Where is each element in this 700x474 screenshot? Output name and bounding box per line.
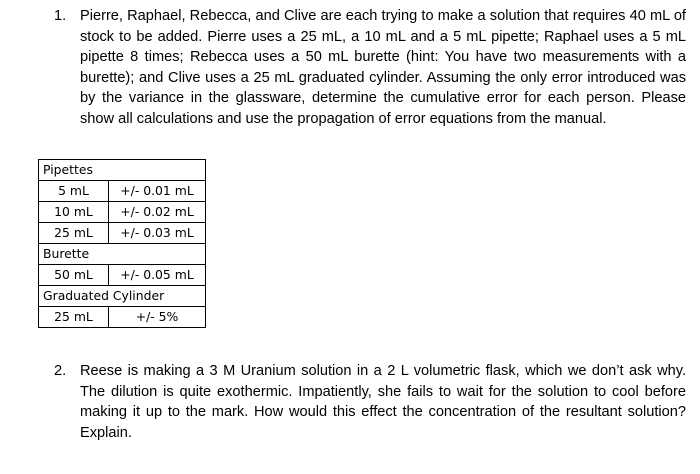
- question-2-text: Reese is making a 3 M Uranium solution in a 2 L volumetric flask, which we don’t ask why. The dilution is quite exothermic. Impatiently, she fails to wait for the solution to cool before making it up to the mark. How would this effect the concentration of the resultant solution? Explain.: [80, 363, 686, 441]
- section-title-pipettes: Pipettes: [39, 160, 206, 181]
- section-title-burette: Burette: [39, 244, 206, 265]
- pipette-size-cell: 10 mL: [39, 202, 109, 223]
- pipette-tolerance-cell: +/- 0.01 mL: [109, 181, 206, 202]
- table-row: [39, 181, 206, 202]
- table-row: [39, 202, 206, 223]
- question-2-number: 2.: [54, 363, 67, 379]
- question-1-number: 1.: [54, 8, 67, 24]
- question-1-text: Pierre, Raphael, Rebecca, and Clive are each trying to make a solution that requires 40 mL of stock to be added. Pierre uses a 25 mL, a 10 mL and a 5 mL pipette; Raphael uses a 5 mL pipette 8 times; Rebecca uses a 50 mL burette (hint: You have two measurements with a burette); and Clive uses a 25 mL graduated cylinder. Assuming the only error introduced was by the variance in the glassware, determine the cumulative error for each person. Please show all calculations and use the propagation of error equations from the manual.: [80, 8, 686, 127]
- table-row: [39, 265, 206, 286]
- pipette-size-cell: 25 mL: [39, 223, 109, 244]
- pipette-tolerance-cell: +/- 0.02 mL: [109, 202, 206, 223]
- question-2: [54, 361, 686, 443]
- pipette-tolerance-cell: +/- 0.03 mL: [109, 223, 206, 244]
- burette-tolerance-cell: +/- 0.05 mL: [109, 265, 206, 286]
- pipette-size-cell: 5 mL: [39, 181, 109, 202]
- glassware-error-table: [38, 159, 206, 328]
- section-title-graduated-cylinder: Graduated Cylinder: [39, 286, 206, 307]
- cylinder-tolerance-cell: +/- 5%: [109, 307, 206, 328]
- burette-size-cell: 50 mL: [39, 265, 109, 286]
- table-row: [39, 223, 206, 244]
- question-1: [54, 6, 686, 130]
- cylinder-size-cell: 25 mL: [39, 307, 109, 328]
- table-row: [39, 307, 206, 328]
